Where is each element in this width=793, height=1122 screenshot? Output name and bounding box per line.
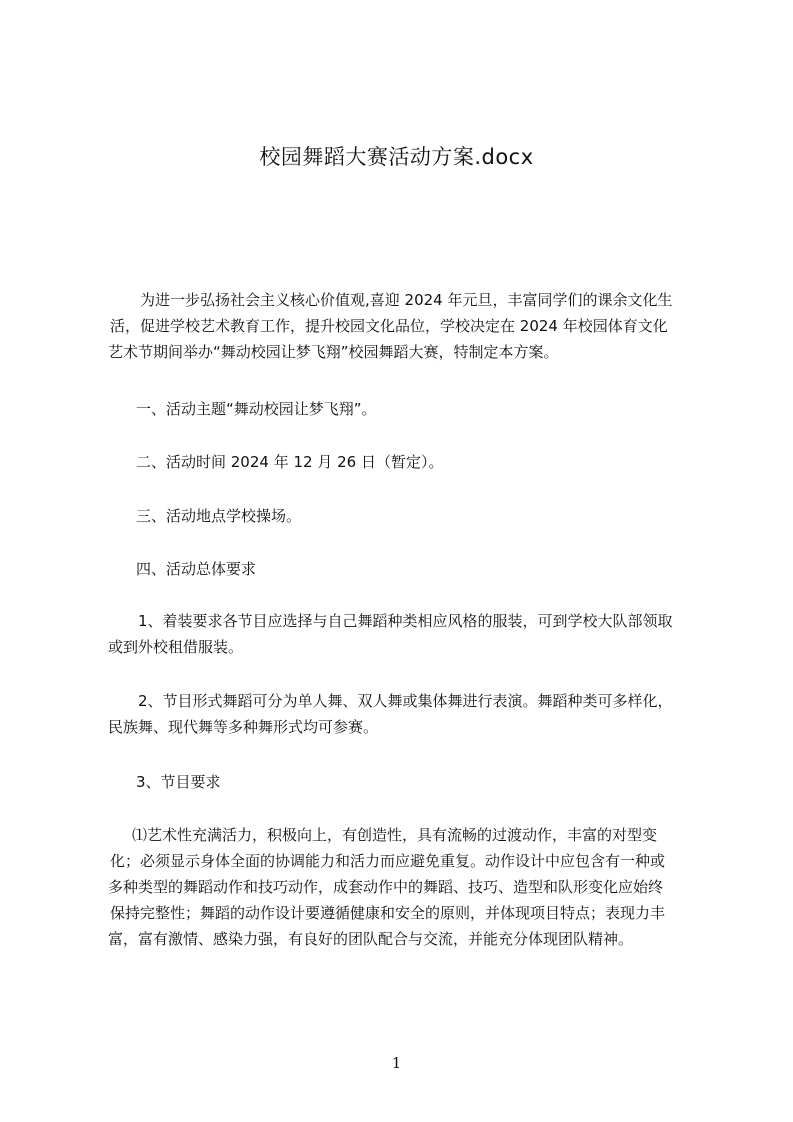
requirement-line: 1、着装要求各节目应选择与自己舞蹈种类相应风格的服装，可到学校大队部领取 <box>138 612 673 630</box>
page-number: 1 <box>391 1054 402 1072</box>
detail-line: 保持完整性；舞蹈的动作设计要遵循健康和安全的原则，并体现项目特点；表现力丰 <box>110 904 666 922</box>
intro-paragraph <box>108 287 693 365</box>
requirement-attire <box>108 608 693 660</box>
section-location: 三、活动地点学校操场。 <box>136 507 302 525</box>
requirement-program-detail <box>108 822 693 952</box>
section-time: 二、活动时间 2024 年 12 月 26 日（暂定）。 <box>136 453 444 471</box>
requirement-program-heading: 3、节目要求 <box>136 773 221 791</box>
section-requirements-heading: 四、活动总体要求 <box>136 560 257 578</box>
requirement-line: 或到外校租借服装。 <box>108 638 244 656</box>
requirement-line: 2、节目形式舞蹈可分为单人舞、双人舞或集体舞进行表演。舞蹈种类可多样化， <box>138 692 673 710</box>
requirement-format <box>108 688 693 740</box>
intro-line: 艺术节期间举办“舞动校园让梦飞翔”校园舞蹈大赛，特制定本方案。 <box>108 343 559 361</box>
detail-line: 富，富有激情、感染力强，有良好的团队配合与交流，并能充分体现团队精神。 <box>108 930 634 948</box>
section-theme: 一、活动主题“舞动校园让梦飞翔”。 <box>136 400 377 418</box>
detail-line: 多种类型的舞蹈动作和技巧动作，成套动作中的舞蹈、技巧、造型和队形变化应始终 <box>108 878 664 896</box>
detail-line: 化；必须显示身体全面的协调能力和活力而应避免重复。动作设计中应包含有一种或 <box>110 852 666 870</box>
intro-line: 活，促进学校艺术教育工作，提升校园文化品位，学校决定在 2024 年校园体育文化 <box>110 317 668 335</box>
document-title: 校园舞蹈大赛活动方案.docx <box>259 145 534 169</box>
requirement-line: 民族舞、现代舞等多种舞形式均可参赛。 <box>108 718 379 736</box>
detail-line: ⑴艺术性充满活力，积极向上，有创造性，具有流畅的过渡动作，丰富的对型变 <box>132 826 658 844</box>
intro-line: 为进一步弘扬社会主义核心价值观,喜迎 2024 年元旦，丰富同学们的课余文化生 <box>140 291 673 309</box>
